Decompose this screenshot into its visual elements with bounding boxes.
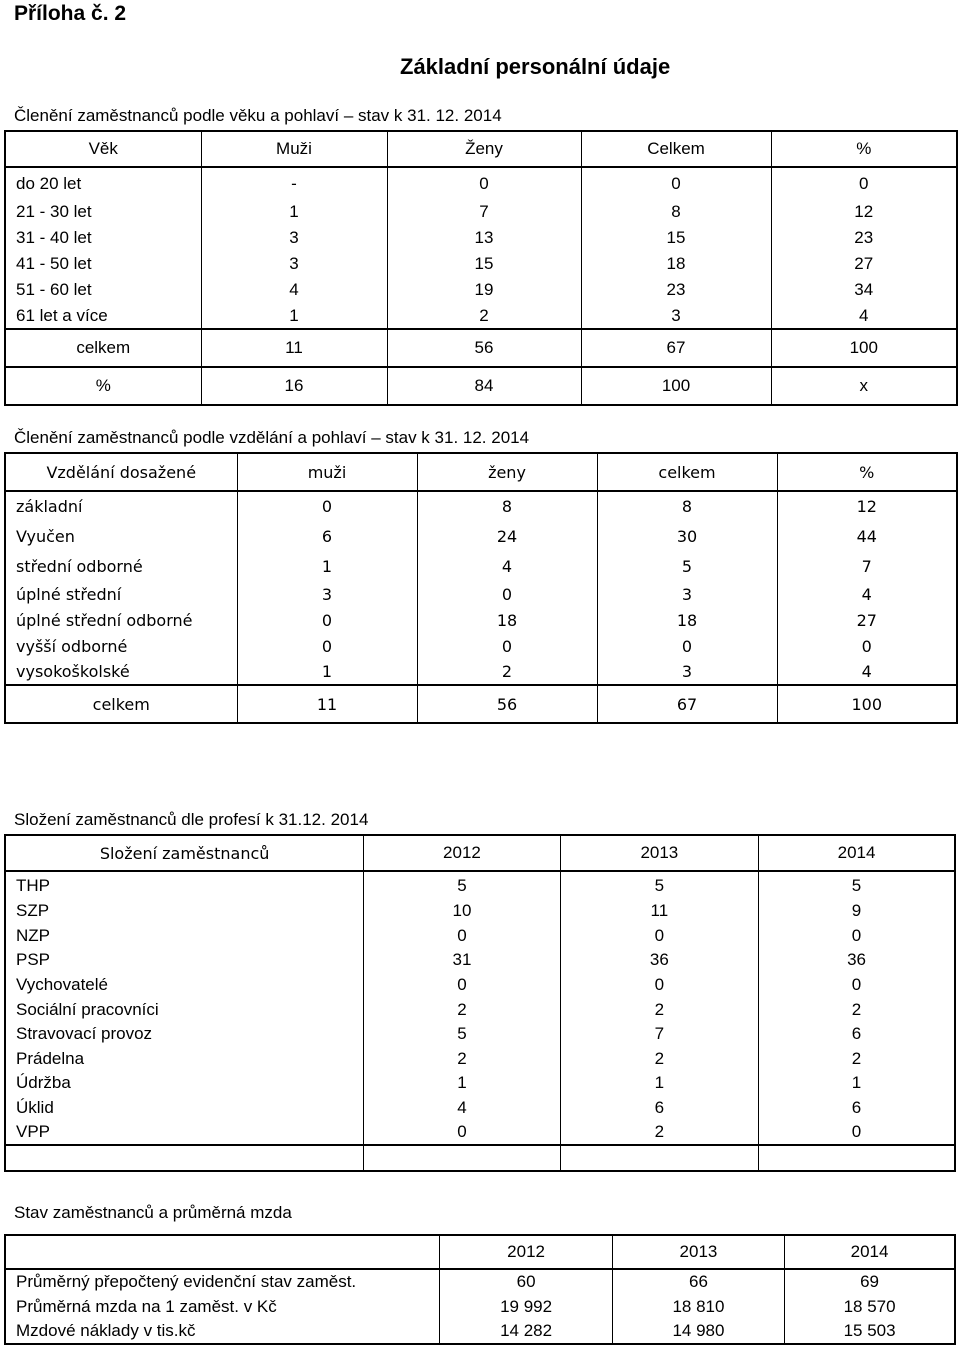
education-header-cell: Vzdělání dosažené: [5, 453, 237, 491]
table-cell: 16: [201, 367, 387, 405]
table-cell: 2: [364, 1047, 560, 1072]
table-cell: 7: [861, 556, 872, 576]
age-header-cell: Věk: [5, 131, 201, 167]
table-cell: 13: [387, 225, 581, 251]
education-header-cell: muži: [237, 453, 417, 491]
table-cell: 2: [417, 659, 597, 685]
table-cell: 3: [597, 659, 777, 685]
table-cell: 1: [364, 1071, 560, 1096]
table-cell: 3: [201, 225, 387, 251]
table-row: [5, 1269, 955, 1294]
table-cell: 1: [851, 1073, 862, 1093]
profession-label: PSP: [5, 948, 364, 973]
table-cell: 0: [364, 924, 560, 949]
table-cell: 4: [861, 584, 872, 604]
table-row: [5, 633, 957, 659]
table-row: [5, 277, 957, 303]
wage-metric-label: Mzdové náklady v tis.kč: [5, 1319, 440, 1344]
table-cell: 3: [597, 581, 777, 607]
table-row: [5, 1294, 955, 1319]
table-cell: 60: [440, 1269, 612, 1294]
table-row: [5, 948, 955, 973]
table-cell: 5: [851, 875, 862, 895]
table-cell: 5: [364, 871, 560, 899]
wage-header-cell: 2014: [785, 1235, 955, 1269]
table-cell: 6: [237, 521, 417, 551]
table-cell: 12: [854, 202, 874, 221]
age-group-label: 41 - 50 let: [5, 251, 201, 277]
wage-header-cell: 2012: [440, 1235, 612, 1269]
profession-table: [4, 834, 956, 1172]
education-header-cell: celkem: [597, 453, 777, 491]
profession-label: NZP: [5, 924, 364, 949]
table-cell: 2: [387, 303, 581, 329]
table-cell: 18: [417, 607, 597, 633]
total-label: celkem: [5, 329, 201, 367]
table-row: [5, 1071, 955, 1096]
wage-table-header-row: [5, 1235, 955, 1269]
table-cell: 4: [364, 1096, 560, 1121]
age-table: [4, 130, 958, 406]
table-cell: 100: [777, 685, 957, 723]
table-cell: 27: [854, 254, 874, 273]
education-table-caption: Členění zaměstnanců podle vzdělání a pohlaví – stav k 31. 12. 2014: [14, 428, 530, 447]
table-row: [5, 225, 957, 251]
age-group-label: 61 let a více: [5, 303, 201, 329]
education-level-label: vysokoškolské: [5, 659, 237, 685]
empty-row: [5, 1145, 955, 1171]
table-cell: 10: [364, 899, 560, 924]
table-cell: 0: [861, 636, 872, 656]
table-row: [5, 303, 957, 329]
table-cell: 6: [851, 1024, 862, 1044]
table-row: [5, 659, 957, 685]
profession-header-cell: 2013: [560, 835, 758, 871]
table-cell: 66: [612, 1269, 784, 1294]
profession-label: Údržba: [5, 1071, 364, 1096]
table-cell: 67: [581, 329, 771, 367]
table-cell: 4: [859, 305, 869, 325]
table-cell: 11: [237, 685, 417, 723]
table-cell: 5: [364, 1022, 560, 1047]
table-cell: 0: [417, 581, 597, 607]
table-cell: 7: [560, 1022, 758, 1047]
table-cell: 0: [859, 173, 869, 193]
age-header-cell: Muži: [201, 131, 387, 167]
table-row: [5, 1022, 955, 1047]
table-cell: 2: [851, 999, 862, 1019]
table-cell: 0: [364, 1120, 560, 1145]
table-cell: 4: [417, 551, 597, 581]
table-row: [5, 924, 955, 949]
education-table-header-row: [5, 453, 957, 491]
profession-label: THP: [5, 871, 364, 899]
total-row: [5, 329, 957, 367]
profession-label: VPP: [5, 1120, 364, 1145]
age-group-label: 21 - 30 let: [5, 199, 201, 225]
profession-label: Vychovatelé: [5, 973, 364, 998]
table-row: [5, 199, 957, 225]
table-cell: 6: [560, 1096, 758, 1121]
table-cell: 0: [851, 925, 862, 945]
table-cell: 36: [847, 950, 866, 970]
table-cell: 0: [597, 633, 777, 659]
table-row: [5, 1096, 955, 1121]
table-cell: 8: [597, 491, 777, 521]
table-cell: 11: [560, 899, 758, 924]
table-row: [5, 581, 957, 607]
table-cell: 14 980: [612, 1319, 784, 1344]
table-cell: 7: [387, 199, 581, 225]
table-row: [5, 871, 955, 899]
table-cell: 30: [597, 521, 777, 551]
total-row: [5, 685, 957, 723]
table-row: [5, 899, 955, 924]
table-cell: 15: [581, 225, 771, 251]
table-cell: 36: [560, 948, 758, 973]
table-cell: 19 992: [440, 1294, 612, 1319]
table-cell: 0: [387, 167, 581, 199]
education-table: [4, 452, 958, 724]
table-cell: 2: [851, 1048, 862, 1068]
age-group-label: 31 - 40 let: [5, 225, 201, 251]
table-cell: 34: [854, 280, 874, 299]
profession-label: Stravovací provoz: [5, 1022, 364, 1047]
table-row: [5, 1120, 955, 1145]
wage-header-cell: 2013: [612, 1235, 784, 1269]
table-cell: 4: [201, 277, 387, 303]
age-group-label: 51 - 60 let: [5, 277, 201, 303]
table-row: [5, 973, 955, 998]
table-cell: 1: [560, 1071, 758, 1096]
profession-label: Sociální pracovníci: [5, 997, 364, 1022]
table-cell: 23: [854, 228, 874, 247]
table-cell: 24: [417, 521, 597, 551]
wage-metric-label: Průměrná mzda na 1 zaměst. v Kč: [5, 1294, 440, 1319]
education-level-label: úplné střední odborné: [5, 607, 237, 633]
table-cell: 1: [237, 659, 417, 685]
wage-header-cell: [5, 1235, 440, 1269]
education-header-cell: %: [777, 453, 957, 491]
table-row: [5, 251, 957, 277]
table-cell: 2: [560, 997, 758, 1022]
table-cell: 6: [851, 1098, 862, 1118]
table-cell: 0: [417, 633, 597, 659]
table-cell: 4: [861, 662, 872, 681]
table-cell: 0: [364, 973, 560, 998]
table-cell: 1: [237, 551, 417, 581]
age-table-header-row: [5, 131, 957, 167]
table-cell: 9: [851, 901, 862, 921]
table-cell: 11: [201, 329, 387, 367]
table-cell: 0: [560, 924, 758, 949]
age-table-caption: Členění zaměstnanců podle věku a pohlaví – stav k 31. 12. 2014: [14, 106, 502, 125]
table-cell: x: [771, 367, 957, 405]
table-row: [5, 1047, 955, 1072]
table-row: [5, 997, 955, 1022]
table-row: [5, 551, 957, 581]
table-cell: 8: [581, 199, 771, 225]
wage-table: [4, 1234, 956, 1345]
table-cell: 15 503: [843, 1321, 896, 1340]
table-cell: 67: [597, 685, 777, 723]
total-label: celkem: [5, 685, 237, 723]
age-header-cell: Celkem: [581, 131, 771, 167]
profession-header-cell: Složení zaměstnanců: [5, 835, 364, 871]
table-cell: 15: [387, 251, 581, 277]
table-cell: 0: [237, 633, 417, 659]
table-cell: 100: [581, 367, 771, 405]
education-level-label: střední odborné: [5, 551, 237, 581]
table-cell: -: [201, 167, 387, 199]
table-cell: 18: [581, 251, 771, 277]
age-group-label: do 20 let: [5, 167, 201, 199]
profession-header-cell: 2014: [759, 835, 955, 871]
table-cell: 69: [860, 1272, 880, 1291]
table-row: [5, 521, 957, 551]
percent-label: %: [5, 367, 201, 405]
table-cell: 27: [856, 610, 877, 630]
age-header-cell: %: [771, 131, 957, 167]
table-cell: 3: [201, 251, 387, 277]
table-cell: 0: [560, 973, 758, 998]
table-cell: 84: [387, 367, 581, 405]
table-row: [5, 491, 957, 521]
table-row: [5, 607, 957, 633]
profession-header-cell: 2012: [364, 835, 560, 871]
table-cell: 18 570: [843, 1296, 896, 1316]
education-level-label: úplné střední: [5, 581, 237, 607]
table-row: [5, 167, 957, 199]
table-cell: 0: [851, 1122, 862, 1142]
table-cell: 2: [560, 1120, 758, 1145]
table-cell: 3: [581, 303, 771, 329]
education-header-cell: ženy: [417, 453, 597, 491]
table-cell: 14 282: [440, 1319, 612, 1344]
wage-table-caption: Stav zaměstnanců a průměrná mzda: [14, 1203, 292, 1222]
table-cell: 0: [851, 975, 862, 995]
table-cell: 2: [364, 997, 560, 1022]
table-cell: 18 810: [612, 1294, 784, 1319]
table-cell: 2: [560, 1047, 758, 1072]
table-cell: 31: [364, 948, 560, 973]
table-cell: 56: [387, 329, 581, 367]
table-cell: 18: [597, 607, 777, 633]
profession-label: Úklid: [5, 1096, 364, 1121]
table-cell: 56: [417, 685, 597, 723]
table-cell: 100: [771, 329, 957, 367]
table-cell: 8: [417, 491, 597, 521]
profession-table-caption: Složení zaměstnanců dle profesí k 31.12. 2014: [14, 810, 369, 829]
table-cell: 12: [856, 497, 877, 516]
table-cell: 19: [387, 277, 581, 303]
table-cell: 5: [597, 551, 777, 581]
table-cell: 44: [856, 526, 877, 546]
table-cell: 5: [560, 871, 758, 899]
table-cell: 0: [237, 491, 417, 521]
page-title: Základní personální údaje: [400, 54, 671, 79]
profession-table-header-row: [5, 835, 955, 871]
table-cell: 3: [237, 581, 417, 607]
profession-label: Prádelna: [5, 1047, 364, 1072]
wage-metric-label: Průměrný přepočtený evidenční stav zaměst.: [5, 1269, 440, 1294]
education-level-label: vyšší odborné: [5, 633, 237, 659]
table-cell: 0: [581, 167, 771, 199]
table-row: [5, 1319, 955, 1344]
percent-row: [5, 367, 957, 405]
profession-label: SZP: [5, 899, 364, 924]
education-level-label: Vyučen: [5, 521, 237, 551]
table-cell: 1: [201, 303, 387, 329]
table-cell: 1: [201, 199, 387, 225]
annex-label: Příloha č. 2: [14, 2, 127, 25]
table-cell: 0: [237, 607, 417, 633]
table-cell: 23: [581, 277, 771, 303]
education-level-label: základní: [5, 491, 237, 521]
age-header-cell: Ženy: [387, 131, 581, 167]
